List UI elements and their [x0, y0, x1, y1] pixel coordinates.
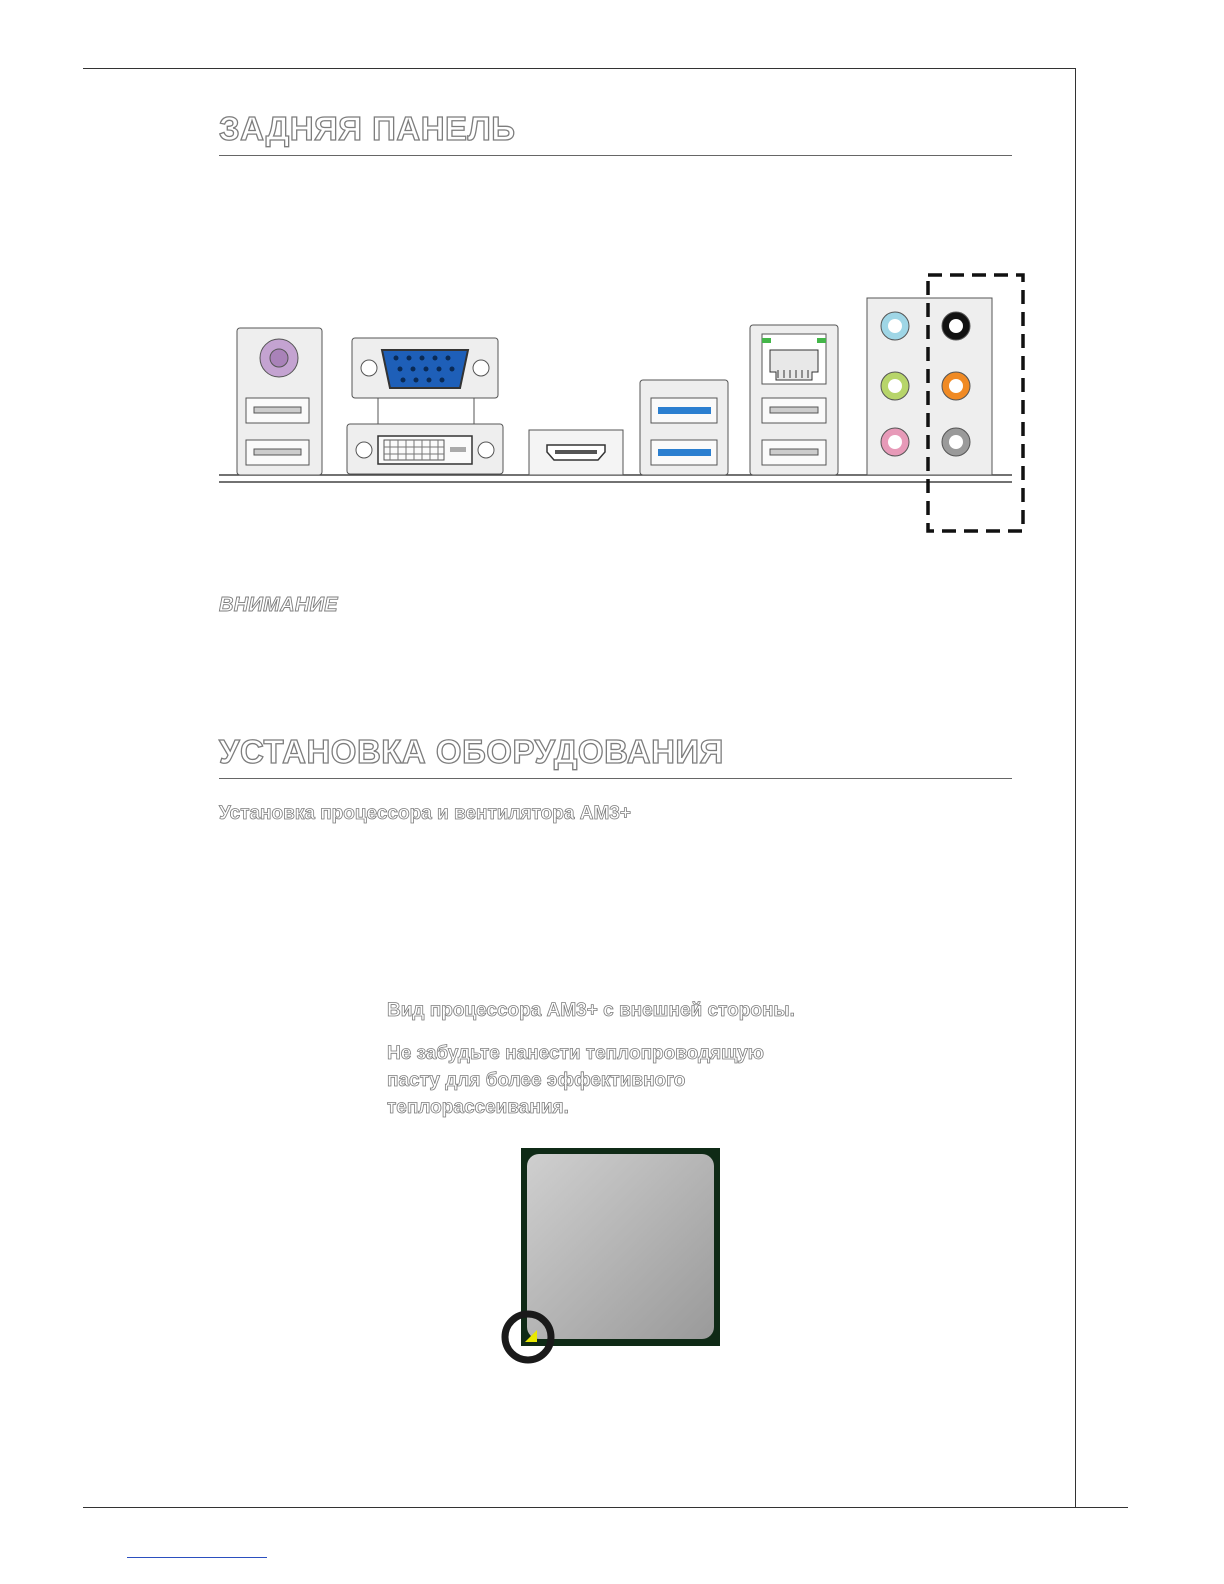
cpu-view-caption: Вид процессора AM3+ с внешней стороны.: [387, 1000, 795, 1021]
dvi-port-icon: [347, 424, 503, 474]
hdmi-port-icon: [529, 430, 623, 475]
vga-port-icon: [352, 338, 498, 424]
right-margin-rule: [1075, 68, 1076, 1508]
ps2-usb-block: [237, 328, 322, 475]
thermal-paste-note-line: пасту для более эффективного: [387, 1070, 686, 1091]
bottom-rule: [83, 1507, 1128, 1508]
cpu-heat-spreader: [527, 1154, 714, 1339]
lan-usb-block: [750, 325, 838, 475]
rear-panel-title: ЗАДНЯЯ ПАНЕЛЬ: [219, 110, 516, 147]
top-rule: [83, 68, 1076, 69]
notice-label: ВНИМАНИЕ: [219, 594, 338, 616]
footer-link-underline[interactable]: [127, 1557, 267, 1558]
thermal-paste-note-line: теплорассеивания.: [387, 1097, 569, 1118]
usb3-block: [640, 380, 728, 475]
thermal-paste-note-line: Не забудьте нанести теплопроводящую: [387, 1043, 765, 1064]
hardware-installation-title: УСТАНОВКА ОБОРУДОВАНИЯ: [219, 733, 724, 770]
cpu-illustration: [498, 1142, 728, 1372]
hardware-title-rule: [219, 778, 1012, 779]
rear-panel-title-rule: [219, 155, 1012, 156]
cpu-install-subheading: Установка процессора и вентилятора AM3+: [219, 803, 631, 824]
rear-panel-diagram: [210, 270, 1040, 540]
